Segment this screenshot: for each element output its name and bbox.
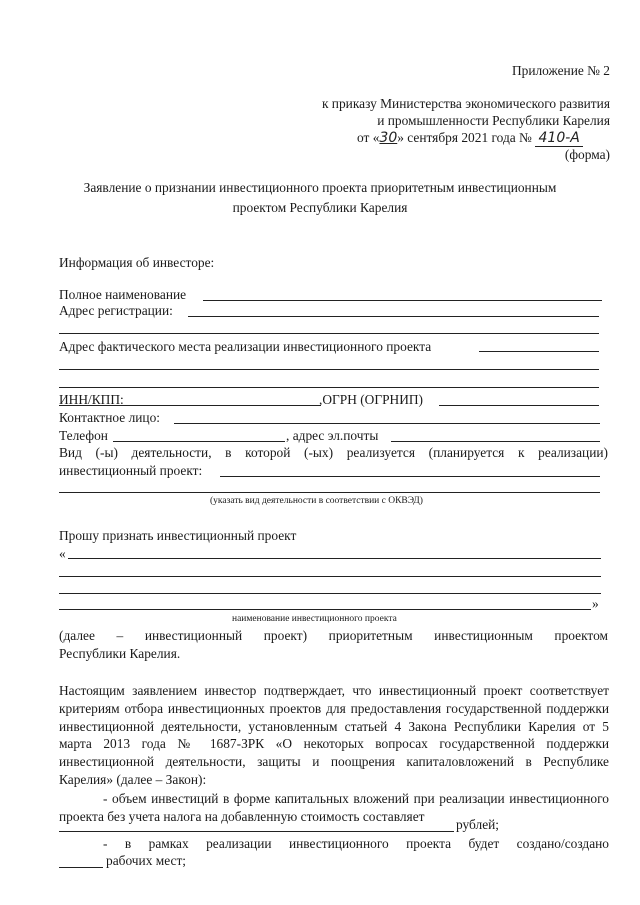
bullet-jobs-created: - в рамках реализации инвестиционного проекта будет создано/создано [103,836,609,851]
actual-address-line-2 [59,369,599,370]
form-label: (форма) [564,147,610,162]
project-name-line-2 [59,576,601,577]
project-name-note: наименование инвестиционного проекта [232,614,397,624]
continuation-line-1: (далее – инвестиционный проект) приоритетным инвестиционным проектом [59,628,608,643]
appendix-label: Приложение № 2 [511,63,610,78]
project-name-line-1 [68,558,601,559]
project-name-line-4 [59,609,591,610]
activity-text-line-1: Вид (-ы) деятельности, в которой (-ых) реализуется (планируется к реализации) [59,445,608,460]
open-quote: « [59,546,66,561]
document-title-line-1: Заявление о признании инвестиционного проекта приоритетным инвестиционным [83,180,557,195]
contact-person-label: Контактное лицо: [59,410,161,425]
ogrn-line [439,405,599,406]
actual-address-line-3 [59,387,599,388]
ogrn-label: ,ОГРН (ОГРНИП) [319,392,424,407]
date-suffix: » сентября 2021 года № [397,130,532,145]
close-quote: » [592,596,599,611]
full-name-line [203,300,602,301]
investment-amount-line [59,831,454,832]
order-number-handwritten: 410-А [535,130,583,147]
activity-note: (указать вид деятельности в соответствии с ОКВЭД) [210,496,423,506]
full-name-label: Полное наименование [59,287,187,302]
bullet-investment-volume: - объем инвестиций в форме капитальных вложений при реализации инвестиционного проекта без учета налога на добавленную стоимость составляет [59,791,609,824]
registration-address-line-2 [59,333,599,334]
actual-address-label: Адрес фактического места реализации инвестиционного проекта [59,339,432,354]
date-prefix: от « [357,130,380,145]
rubles-suffix: рублей; [456,817,500,832]
statement-paragraph: Настоящим заявлением инвестор подтверждает, что инвестиционный проект соответствует критериям отбора инвестиционных проектов для предоставления государственной поддержки инвестиционной деятельности, установленным статьей 4 Закона Республики Карелия от 5 марта 2013 года № 1687-ЗРК «О некоторых вопросах государственной поддержки инвестиционной деятельности, защиты и поощрения капиталовложений в Республике Карелия» (далее – Закон): [59,683,609,787]
activity-text-line-2: инвестиционный проект: [59,463,203,478]
request-heading: Прошу признать инвестиционный проект [59,528,297,543]
email-label: , адрес эл.почты [286,428,379,443]
inn-kpp-label: ИНН/КПП: [59,392,124,407]
contact-person-line [174,423,600,424]
document-title-line-2: проектом Республики Карелия [232,200,408,215]
order-line-1: к приказу Министерства экономического развития [321,96,610,111]
actual-address-line [479,351,599,352]
jobs-suffix: рабочих мест; [106,853,187,868]
phone-line [113,441,285,442]
registration-address-label: Адрес регистрации: [59,303,173,318]
activity-line [220,476,600,477]
email-line [391,441,600,442]
date-day-handwritten: 30 [379,130,398,146]
order-line-2: и промышленности Республики Карелия [377,113,610,128]
order-date-line [357,130,583,147]
investor-info-heading: Информация об инвесторе: [59,255,215,270]
inn-kpp-line [59,405,321,406]
phone-label: Телефон [59,428,108,443]
project-name-line-3 [59,593,601,594]
continuation-line-2: Республики Карелия. [59,646,181,661]
registration-address-line [188,316,599,317]
jobs-count-line [59,867,103,868]
